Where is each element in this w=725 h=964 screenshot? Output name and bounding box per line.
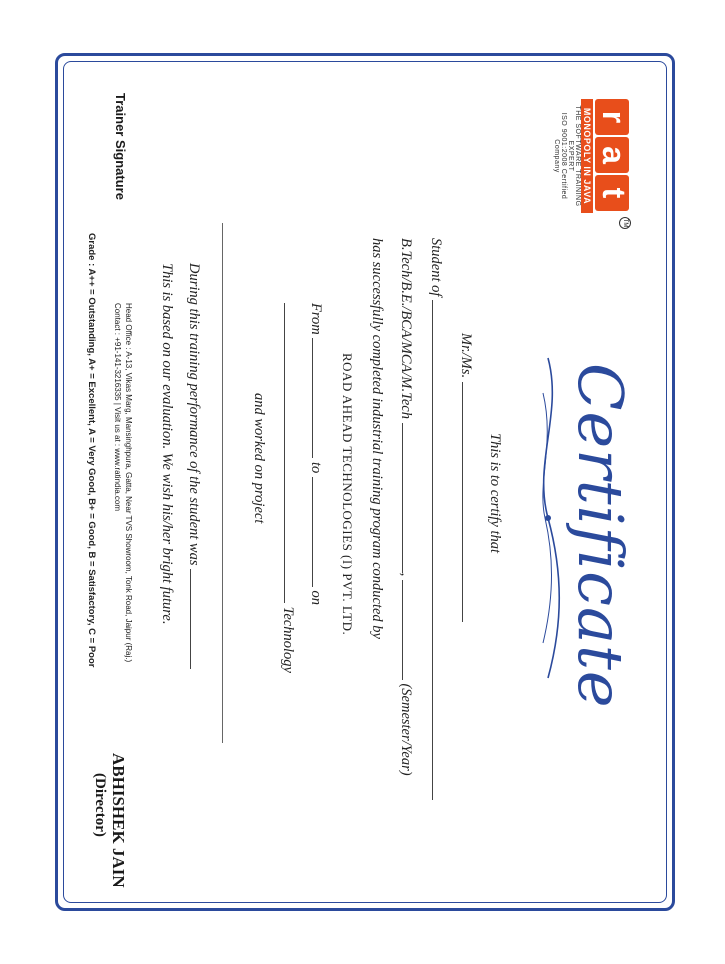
semester-label: (Semester/Year): [397, 682, 414, 776]
logo-band: MONOPOLY IN JAVA: [581, 99, 593, 213]
company-name: ROAD AHEAD TECHNOLOGIES (I) PVT. LTD.: [339, 352, 355, 635]
name-blank: [462, 381, 475, 621]
technology-line: [279, 303, 297, 673]
performance-label: During this training performance of the student was: [185, 262, 202, 565]
intro-line: This is to certify that: [486, 432, 503, 553]
logo-letter-t: t: [595, 175, 629, 211]
director-name: ABHISHEK JAIN: [108, 752, 128, 888]
logo-tagline: THE SOFTWARE TRAINING EXPERT: [566, 104, 581, 207]
rat-logo: [552, 99, 632, 227]
to-label: to: [307, 461, 324, 473]
contact-info: Contact : +91-141-3216335 | Visit us at : www.ratindia.com: [112, 302, 122, 511]
college-blank: [432, 300, 445, 800]
name-prefix: Mr./Ms.: [457, 332, 474, 378]
technology-label: Technology: [279, 606, 296, 673]
degree-line: [397, 238, 415, 776]
certificate-body: [63, 63, 663, 905]
certificate-title: Certificate: [563, 362, 637, 709]
performance-blank: [190, 569, 203, 669]
evaluation-line: This is based on our evaluation. We wish his/her bright future.: [158, 262, 175, 624]
branch-blank: [402, 422, 415, 572]
from-label: From: [307, 302, 324, 335]
performance-line: [185, 263, 203, 669]
trainer-signature-label: Trainer Signature: [112, 92, 128, 200]
name-line: [457, 333, 475, 622]
semester-blank: [402, 579, 415, 679]
project-blank: [222, 223, 223, 743]
student-of-label: Student of: [427, 237, 444, 296]
grade-legend: Grade : A++ = Outstanding, A+ = Excellent, A = Very Good, B+ = Good, B = Satisfactory, C = Poor: [85, 232, 97, 667]
logo-iso: ISO 9001:2008 Certified Company: [552, 112, 567, 199]
degree-comma: ,: [397, 572, 414, 576]
logo-letter-a: a: [595, 137, 629, 173]
dates-line: [307, 303, 325, 605]
degree-label: B.Tech/B.E./BCA/MCA/M.Tech: [397, 237, 414, 419]
head-office: Head Office : A-13, Vikas Marg, Mansinghpura, Gatta, Near TVS Showroom, Tonk Road, Jaipur (Raj.): [123, 302, 133, 662]
completed-line: has successfully completed industrial training program conducted by: [368, 237, 385, 639]
from-blank: [312, 338, 325, 458]
trademark-badge: TM: [619, 217, 631, 229]
title-flourish: [533, 353, 563, 683]
logo-letter-r: r: [595, 99, 629, 135]
to-blank: [312, 476, 325, 586]
technology-blank: [284, 303, 297, 603]
student-of-line: [427, 238, 445, 800]
on-label: on: [307, 589, 324, 605]
director-role: (Director): [91, 772, 108, 837]
project-line: and worked on project: [250, 392, 267, 523]
